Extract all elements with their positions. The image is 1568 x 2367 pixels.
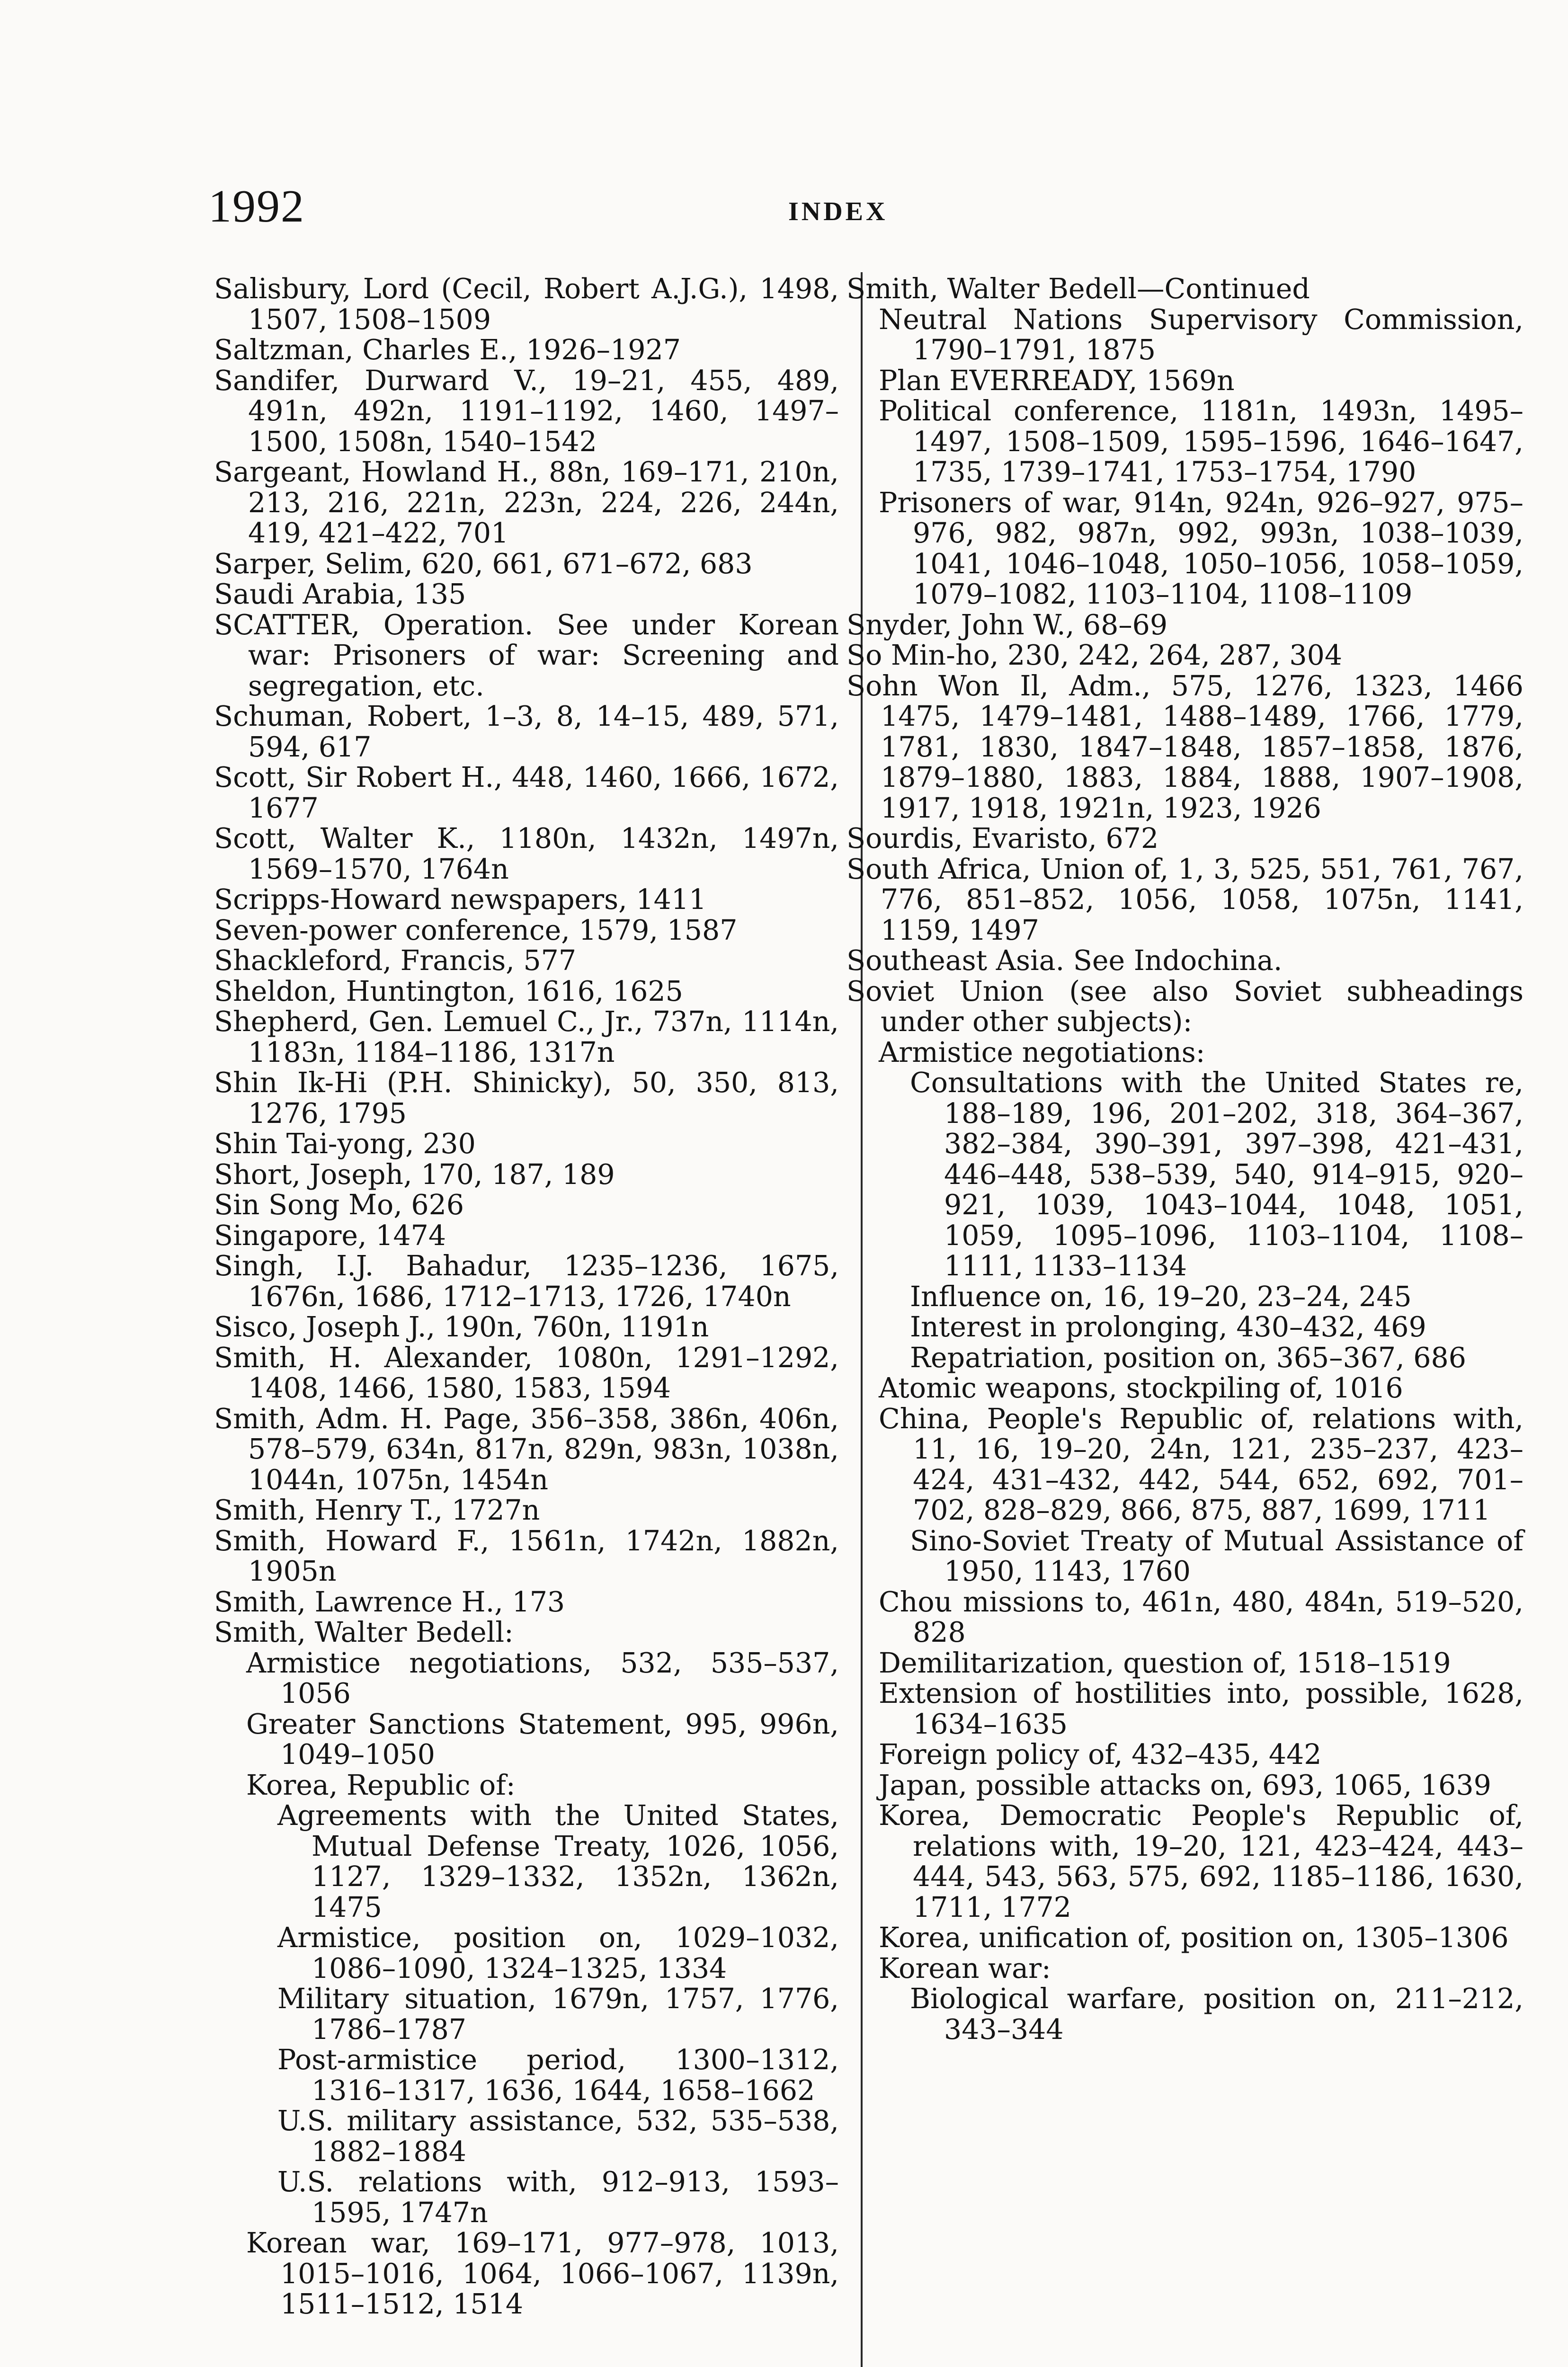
index-entry: Schuman, Robert, 1–3, 8, 14–15, 489, 571, 594, 617 [214,700,839,763]
index-subentry: Korea, unification of, position on, 1305–1306 [879,1922,1509,1954]
index-subentry: Korea, Republic of: [246,1769,516,1801]
index-subentry: Demilitarization, question of, 1518–1519 [879,1646,1451,1679]
index-entry: Smith, Walter Bedell—Continued [846,273,1310,305]
index-entry: Smith, Howard F., 1561n, 1742n, 1882n, 1905n [214,1524,839,1587]
index-entry: Scott, Walter K., 1180n, 1432n, 1497n, 1569–1570, 1764n [214,822,839,885]
index-entry: Smith, Lawrence H., 173 [214,1585,565,1618]
index-subentry: Greater Sanctions Statement, 995, 996n, 1049–1050 [246,1708,839,1771]
index-entry: Shin Ik-Hi (P.H. Shinicky), 50, 350, 813, 1276, 1795 [214,1067,839,1130]
running-head: INDEX [788,197,888,226]
page-number: 1992 [208,181,305,232]
index-entry: Sin Song Mo, 626 [214,1189,464,1221]
index-entry: Scott, Sir Robert H., 448, 1460, 1666, 1672, 1677 [214,761,839,824]
index-entry: Short, Joseph, 170, 187, 189 [214,1158,615,1191]
index-entry: SCATTER, Operation. See under Korean war: Prisoners of war: Screening and segregation, etc. [214,608,839,702]
index-entry: Shepherd, Gen. Lemuel C., Jr., 737n, 1114n, 1183n, 1184–1186, 1317n [214,1006,839,1068]
index-subentry: U.S. military assistance, 532, 535–538, 1882–1884 [277,2105,839,2168]
index-subentry: Armistice, position on, 1029–1032, 1086–1090, 1324–1325, 1334 [277,1922,839,1984]
index-subentry: Chou missions to, 461n, 480, 484n, 519–520, 828 [879,1585,1523,1648]
index-subentry: Agreements with the United States, Mutual Defense Treaty, 1026, 1056, 1127, 1329–1332, 1352n, 1362n, 1475 [277,1799,839,1923]
index-subentry: Japan, possible attacks on, 693, 1065, 1639 [879,1769,1491,1801]
index-entry: Snyder, John W., 68–69 [846,608,1168,641]
index-subentry: Neutral Nations Supervisory Commission, 1790–1791, 1875 [879,303,1523,366]
index-subentry: Influence on, 16, 19–20, 23–24, 245 [910,1280,1412,1313]
index-subentry: Repatriation, position on, 365–367, 686 [910,1341,1466,1374]
index-subentry: Plan EVERREADY, 1569n [879,364,1235,397]
index-entry: Singapore, 1474 [214,1219,446,1252]
index-subentry: China, People's Republic of, relations with, 11, 16, 19–20, 24n, 121, 235–237, 423–424, 431–432, 442, 544, 652, 692, 701–702, 828–829, 866, 875, 887, 1699, 1711 [879,1402,1523,1526]
index-entry: So Min-ho, 230, 242, 264, 287, 304 [846,639,1343,671]
index-subentry: Post-armistice period, 1300–1312, 1316–1317, 1636, 1644, 1658–1662 [277,2044,839,2107]
index-subentry: Extension of hostilities into, possible, 1628, 1634–1635 [879,1677,1523,1740]
index-entry: Shackleford, Francis, 577 [214,944,577,977]
index-entry: Seven-power conference, 1579, 1587 [214,914,738,946]
index-entry: Saltzman, Charles E., 1926–1927 [214,334,681,366]
index-entry: Sohn Won Il, Adm., 575, 1276, 1323, 1466 1475, 1479–1481, 1488–1489, 1766, 1779, 1781, 1830, 1847–1848, 1857–1858, 1876, 1879–1880, 1883, 1884, 1888, 1907–1908, 1917, 1918, 1921n, 1923, 1926 [846,669,1523,824]
index-subentry: Korea, Democratic People's Republic of, relations with, 19–20, 121, 423–424, 443–444, 543, 563, 575, 692, 1185–1186, 1630, 1711, 1772 [879,1799,1523,1923]
index-entry: Sourdis, Evaristo, 672 [846,822,1159,854]
index-entry: Sandifer, Durward V., 19–21, 455, 489, 491n, 492n, 1191–1192, 1460, 1497–1500, 1508n, 1540–1542 [214,364,839,458]
index-subentry: Armistice negotiations: [879,1036,1205,1068]
index-subentry: Political conference, 1181n, 1493n, 1495–1497, 1508–1509, 1595–1596, 1646–1647, 1735, 1739–1741, 1753–1754, 1790 [879,395,1523,488]
index-entry: Singh, I.J. Bahadur, 1235–1236, 1675, 1676n, 1686, 1712–1713, 1726, 1740n [214,1250,839,1313]
index-subentry: Military situation, 1679n, 1757, 1776, 1786–1787 [277,1983,839,2046]
index-subentry: Biological warfare, position on, 211–212, 343–344 [910,1983,1523,2046]
index-entry: Smith, Adm. H. Page, 356–358, 386n, 406n, 578–579, 634n, 817n, 829n, 983n, 1038n, 1044n, 1075n, 1454n [214,1402,839,1496]
index-entry: Soviet Union (see also Soviet subheadings under other subjects): [846,975,1523,1038]
index-subentry: Interest in prolonging, 430–432, 469 [910,1311,1426,1343]
index-entry: Saudi Arabia, 135 [214,578,466,610]
index-subentry: Sino-Soviet Treaty of Mutual Assistance of 1950, 1143, 1760 [910,1524,1523,1587]
index-entry: Smith, Henry T., 1727n [214,1494,540,1526]
index-subentry: Prisoners of war, 914n, 924n, 926–927, 975–976, 982, 987n, 992, 993n, 1038–1039, 1041, 1046–1048, 1050–1056, 1058–1059, 1079–1082, 1103–1104, 1108–1109 [879,486,1523,610]
index-subentry: U.S. relations with, 912–913, 1593–1595, 1747n [277,2166,839,2229]
index-entry: Southeast Asia. See Indochina. [846,944,1283,977]
index-entry: Shin Tai-yong, 230 [214,1128,476,1160]
index-subentry: Armistice negotiations, 532, 535–537, 1056 [246,1646,839,1709]
index-subentry: Korean war: [879,1952,1051,1984]
index-entry: Sheldon, Huntington, 1616, 1625 [214,975,683,1007]
index-entry: South Africa, Union of, 1, 3, 525, 551, 761, 767, 776, 851–852, 1056, 1058, 1075n, 1141, 1159, 1497 [846,853,1523,946]
index-column-left [214,274,839,2320]
index-entry: Salisbury, Lord (Cecil, Robert A.J.G.), 1498, 1507, 1508–1509 [214,273,839,336]
index-entry: Sarper, Selim, 620, 661, 671–672, 683 [214,547,753,580]
index-entry: Sisco, Joseph J., 190n, 760n, 1191n [214,1311,709,1343]
index-subentry: Consultations with the United States re, 188–189, 196, 201–202, 318, 364–367, 382–384, 390–391, 397–398, 421–431, 446–448, 538–539, 540, 914–915, 920–921, 1039, 1043–1044, 1048, 1051, 1059, 1095–1096, 1103–1104, 1108–1111, 1133–1134 [910,1067,1523,1282]
index-column-right [846,274,1523,2045]
index-entry: Sargeant, Howland H., 88n, 169–171, 210n, 213, 216, 221n, 223n, 224, 226, 244n, 419, 421–422, 701 [214,456,839,549]
index-entry: Smith, H. Alexander, 1080n, 1291–1292, 1408, 1466, 1580, 1583, 1594 [214,1341,839,1404]
index-subentry: Atomic weapons, stockpiling of, 1016 [879,1372,1403,1404]
index-subentry: Korean war, 169–171, 977–978, 1013, 1015–1016, 1064, 1066–1067, 1139n, 1511–1512, 1514 [246,2227,839,2320]
index-entry: Smith, Walter Bedell: [214,1616,514,1648]
index-subentry: Foreign policy of, 432–435, 442 [879,1738,1322,1771]
index-entry: Scripps-Howard newspapers, 1411 [214,883,707,916]
